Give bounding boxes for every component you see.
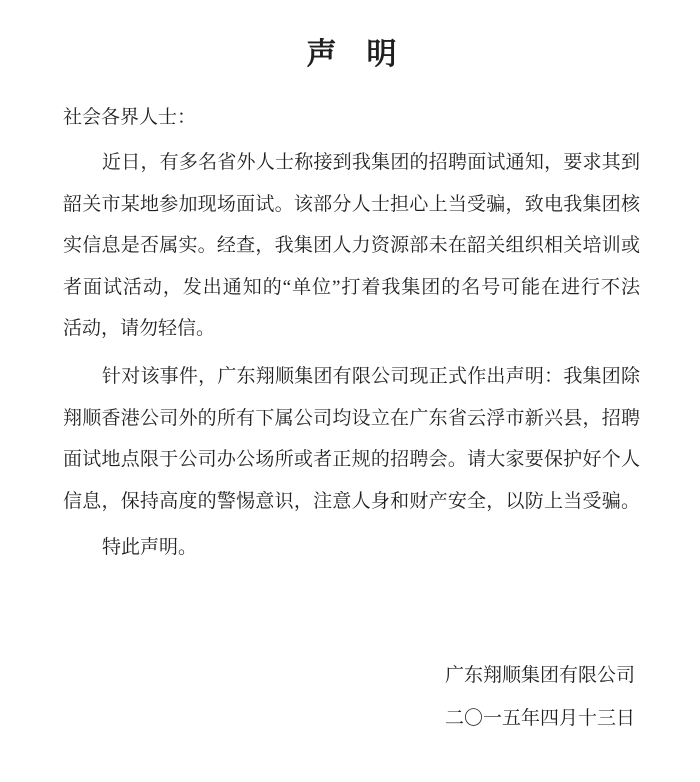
- closing-statement-line: 特此声明。: [102, 537, 198, 558]
- paragraph-1-line-1: 近日，有多名省外人士称接到我集团的招聘面试通知，要求其到: [102, 152, 640, 173]
- paragraph-2-line-4: 信息，保持高度的警惕意识，注意人身和财产安全，以防上当受骗。: [63, 490, 640, 512]
- paragraph-2-line-2: 翔顺香港公司外的所有下属公司均设立在广东省云浮市新兴县，招聘: [63, 407, 640, 429]
- document-title: 声 明: [306, 38, 397, 71]
- signature-date: 二〇一五年四月十三日: [444, 708, 635, 729]
- paragraph-closing: [63, 527, 640, 569]
- paragraph-2: [63, 356, 640, 522]
- salutation: 社会各界人士：: [63, 107, 197, 128]
- paragraph-1: [63, 142, 640, 350]
- paragraph-1-line-3: 实信息是否属实。经查，我集团人力资源部未在韶关组织相关培训或: [63, 235, 640, 256]
- signature-company: 广东翔顺集团有限公司: [444, 665, 635, 686]
- paragraph-2-line-3: 面试地点限于公司办公场所或者正规的招聘会。请大家要保护好个人: [63, 449, 640, 470]
- paragraph-1-line-2: 韶关市某地参加现场面试。该部分人士担心上当受骗，致电我集团核: [63, 193, 640, 215]
- paragraph-1-line-4: 者面试活动，发出通知的“单位”打着我集团的名号可能在进行不法: [63, 276, 640, 298]
- paragraph-2-line-1: 针对该事件，广东翔顺集团有限公司现正式作出声明：我集团除: [102, 366, 640, 387]
- document-content: [0, 34, 700, 740]
- paragraph-1-line-5: 活动，请勿轻信。: [63, 318, 216, 339]
- signature-block: [63, 654, 640, 740]
